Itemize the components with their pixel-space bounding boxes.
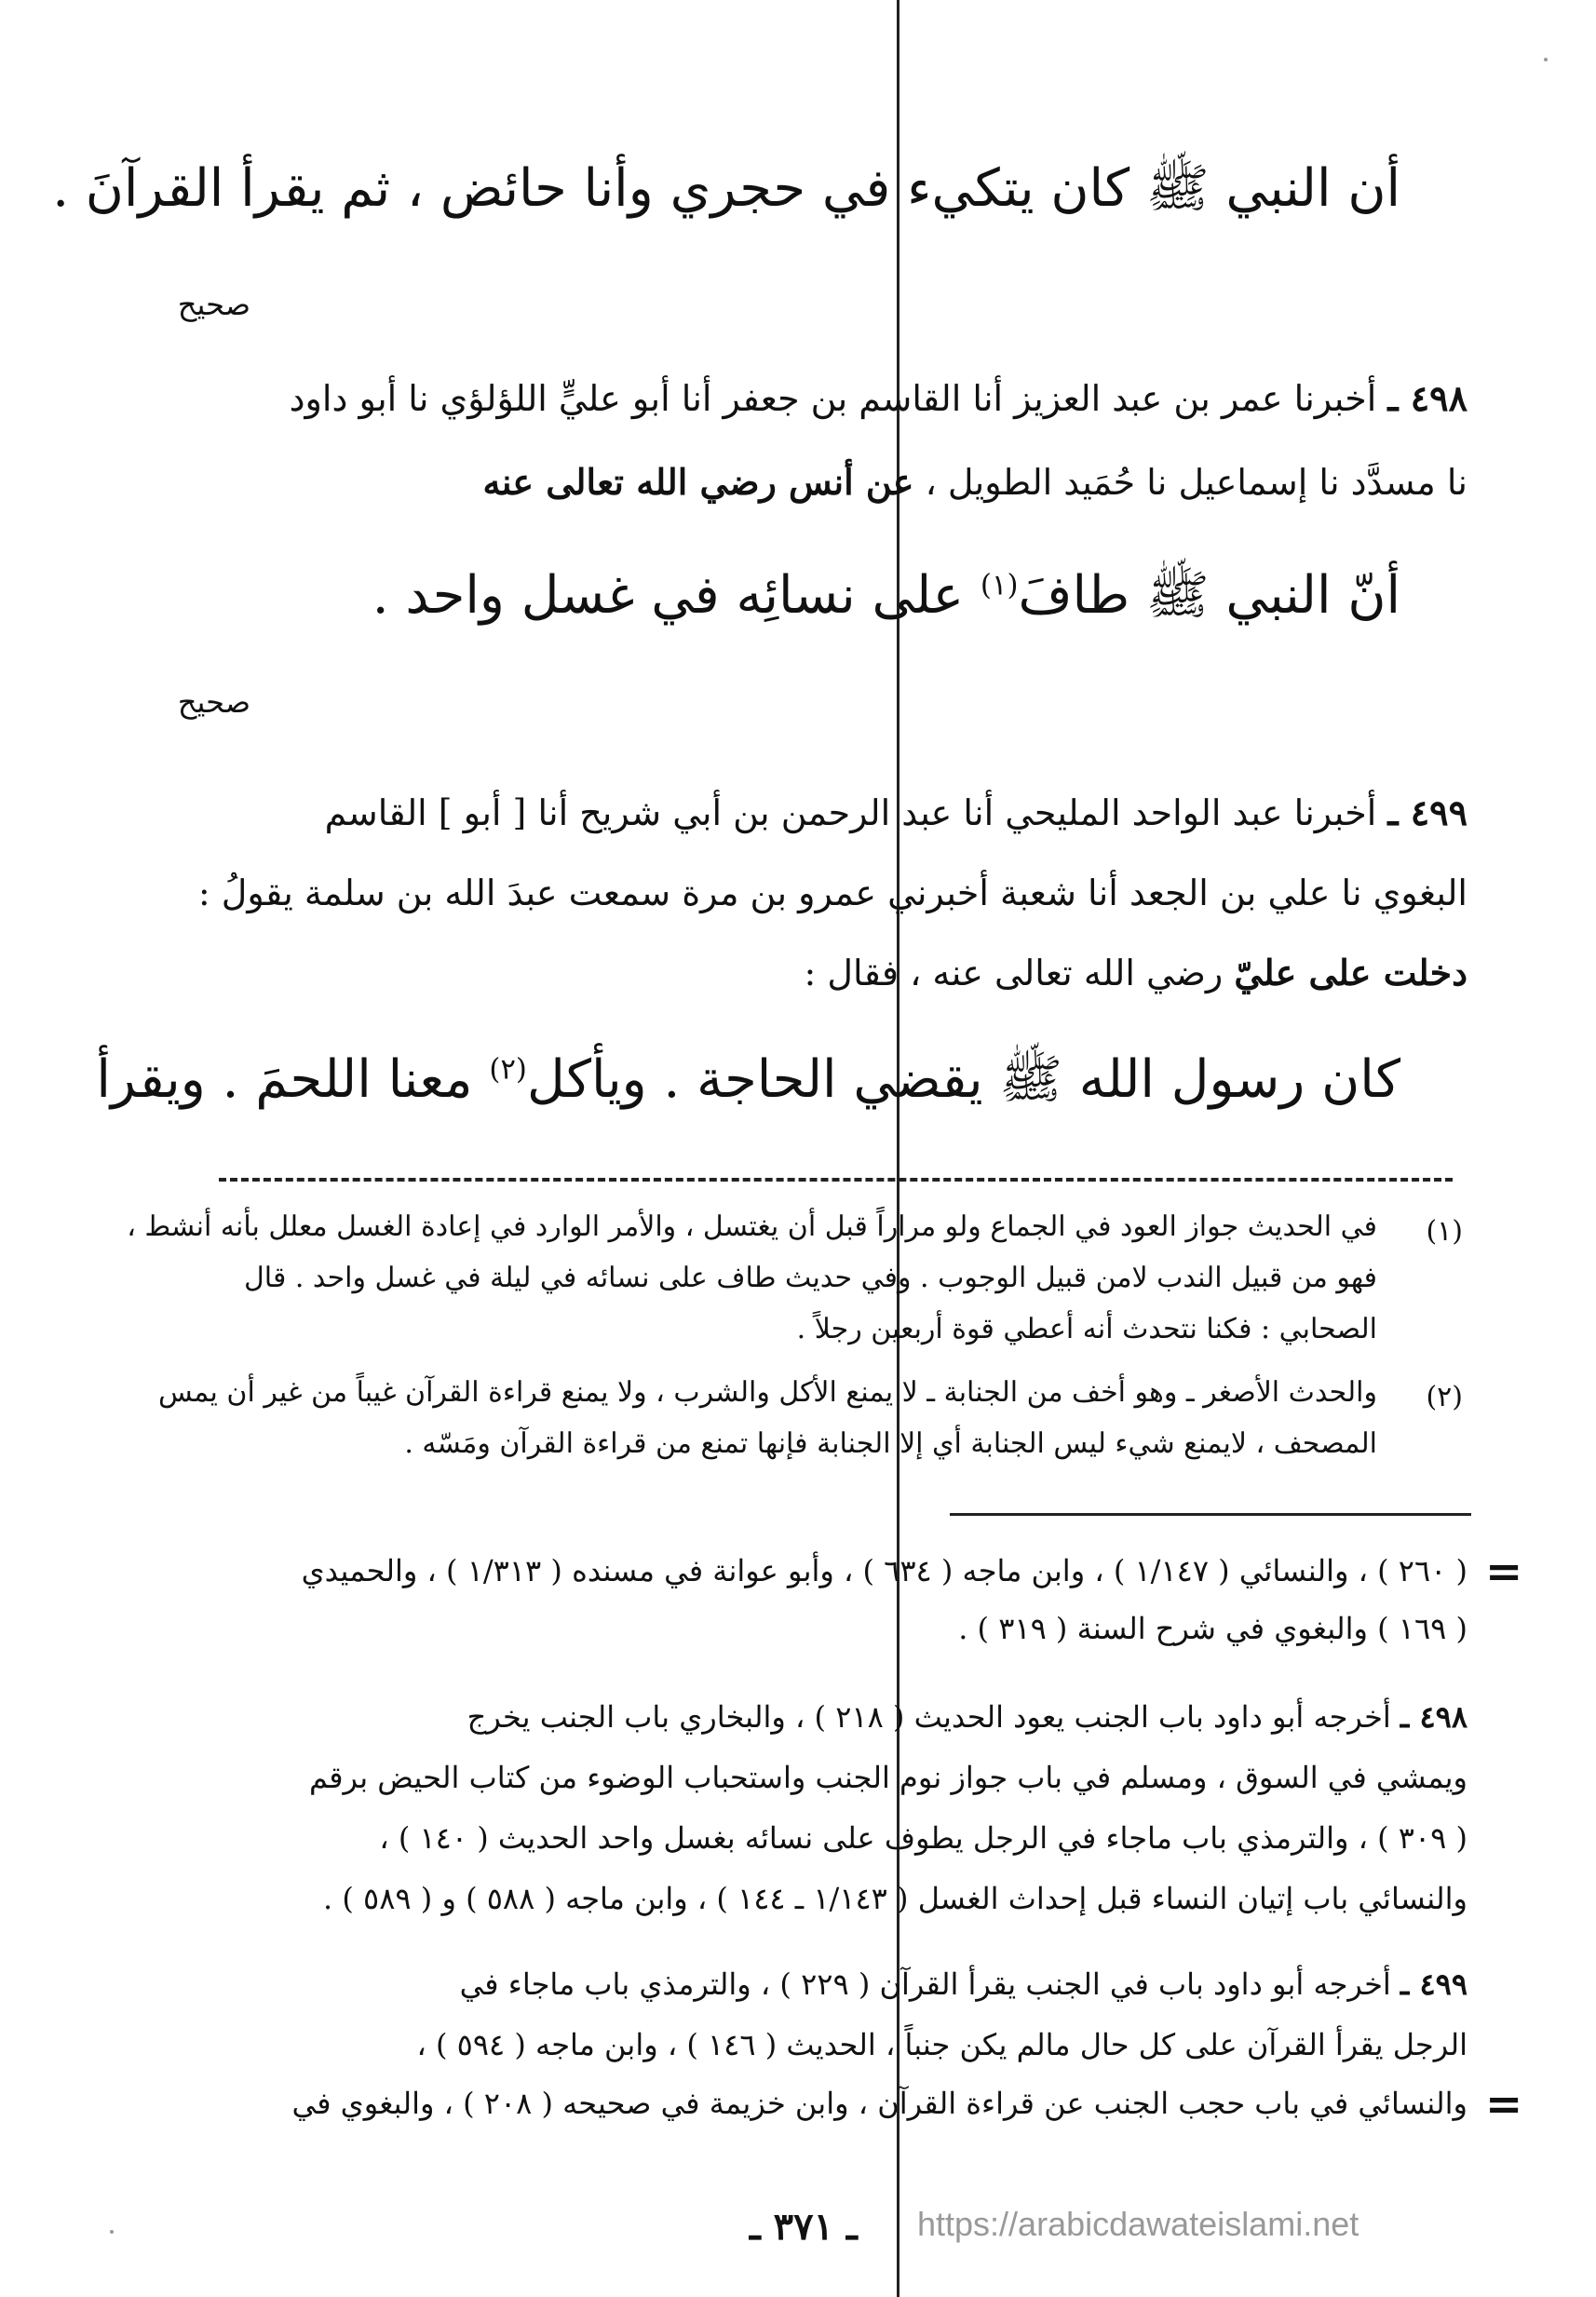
takhrij-498-line1 <box>467 1699 1468 1735</box>
isnad-text: أخبرنا عبد الواحد المليحي أنا عبد الرحمن بن أبي شريح أنا [ أبو ] القاسم <box>324 792 1377 833</box>
takhrij-line: ( ٣٠٩ ) ، والترمذي باب ماجاء في الرجل يطوف على نسائه بغسل واحد الحديث ( ١٤٠ ) ، <box>379 1820 1468 1856</box>
matn-text: على نسائِه في غسل واحد . <box>372 565 965 626</box>
takhrij-line: والنسائي في باب حجب الجنب عن قراءة القرآن ، وابن خزيمة في صحيحه ( ٢٠٨ ) ، والبغوي في <box>291 2086 1468 2121</box>
footnote-line: المصحف ، لايمنع شيء ليس الجنابة أي إلا الجنابة فإنها تمنع من قراءة القرآن ومَسّه . <box>404 1427 1377 1460</box>
notes-separator <box>950 1513 1471 1516</box>
matn-text: أنّ النبي ﷺ طافَ <box>1018 565 1400 626</box>
hadith-499-isnad-line3 <box>805 952 1468 993</box>
takhrij-line: ( ١٦٩ ) والبغوي في شرح السنة ( ٣١٩ ) . <box>958 1611 1468 1646</box>
matn-text: معنا اللحمَ . ويقرأ <box>96 1049 473 1110</box>
takhrij-line: الرجل يقرأ القرآن على كل حال مالم يكن جنباً ، الحديث ( ١٤٦ ) ، وابن ماجه ( ٥٩٤ ) ، <box>416 2027 1468 2062</box>
narrator-companion: دخلت على عليّ <box>1234 952 1468 993</box>
hadith-499-isnad-line2: البغوي نا علي بن الجعد أنا شعبة أخبرني عمرو بن مرة سمعت عبدَ الله بن سلمة يقولُ : <box>197 872 1468 913</box>
takhrij-text: أخرجه أبو داود باب الجنب يعود الحديث ( ٢١٨ ) ، والبخاري باب الجنب يخرج <box>467 1699 1391 1735</box>
takhrij-text: أخرجه أبو داود باب في الجنب يقرأ القرآن ( ٢٢٩ ) ، والترمذي باب ماجاء في <box>459 1966 1391 2002</box>
scan-speck <box>110 2230 114 2234</box>
grade-label: صحيح <box>177 684 250 720</box>
footnote-line: الصحابي : فكنا نتحدث أنه أعطي قوة أربعين رجلاً . <box>796 1313 1377 1345</box>
hadith-499-matn <box>96 1047 1400 1123</box>
hadith-499-isnad-line1 <box>325 791 1468 833</box>
hadith-number: ٤٩٩ ـ <box>1387 791 1468 833</box>
continuation-mark: = <box>1485 1546 1523 1598</box>
matn-line: أن النبي ﷺ كان يتكيء في حجري وأنا حائض ، ثم يقرأ القرآنَ . <box>52 158 1400 219</box>
narrator-companion: عن أنس رضي الله تعالى عنه <box>482 461 914 503</box>
continuation-mark: = <box>1485 2078 1523 2130</box>
hadith-number: ٤٩٩ ـ <box>1400 1966 1468 2002</box>
footnote-ref: (١) <box>980 568 1019 602</box>
hadith-498-matn <box>372 563 1400 639</box>
watermark-url: https://arabicdawateislami.net <box>917 2205 1359 2243</box>
takhrij-499-line1 <box>460 1966 1468 2002</box>
hadith-498-isnad-line1 <box>127 377 1468 419</box>
footnote-line: والحدث الأصغر ـ وهو أخف من الجنابة ـ لا يمنع الأكل والشرب ، ولا يمنع قراءة القرآن غيباً من غير أن يمس <box>157 1376 1377 1409</box>
footnote-ref: (٢) <box>489 1052 527 1087</box>
grade-label: صحيح <box>177 287 250 322</box>
hadith-498-isnad-line2 <box>483 461 1468 503</box>
takhrij-line: ( ٢٦٠ ) ، والنسائي ( ١/١٤٧ ) ، وابن ماجه ( ٦٣٤ ) ، وأبو عوانة في مسنده ( ١/٣١٣ ) ، والحميدي <box>301 1553 1468 1588</box>
takhrij-line: والنسائي باب إتيان النساء قبل إحداث الغسل ( ١/١٤٣ ـ ١٤٤ ) ، وابن ماجه ( ٥٨٨ ) و ( ٥٨٩ ) . <box>323 1881 1468 1916</box>
footnote-line: في الحديث جواز العود في الجماع ولو مراراً قبل أن يغتسل ، والأمر الوارد في إعادة الغسل معلل بأنه أنشط ، <box>127 1210 1377 1243</box>
isnad-text: رضي الله تعالى عنه ، فقال : <box>804 953 1224 993</box>
footnote-number: (١) <box>1426 1215 1463 1248</box>
footnote-line: فهو من قبيل الندب لامن قبيل الوجوب . وفي حديث طاف على نسائه في ليلة في غسل واحد . قال <box>244 1262 1377 1294</box>
scan-fold-line <box>897 0 899 2297</box>
footnote-separator <box>219 1178 1453 1182</box>
scan-speck <box>1544 58 1548 61</box>
page-number: ـ ٣٧١ ـ <box>750 2205 858 2249</box>
hadith-number: ٤٩٨ ـ <box>1387 377 1468 419</box>
footnote-number: (٢) <box>1426 1381 1463 1413</box>
isnad-text: نا مسدَّد نا إسماعيل نا حُمَيد الطويل ، <box>925 462 1468 503</box>
takhrij-line: ويمشي في السوق ، ومسلم في باب جواز نوم الجنب واستحباب الوضوء من كتاب الحيض برقم <box>308 1760 1468 1795</box>
hadith-number: ٤٩٨ ـ <box>1400 1699 1468 1735</box>
matn-text: كان رسول الله ﷺ يقضي الحاجة . ويأكل <box>526 1049 1400 1110</box>
isnad-text: أخبرنا عمر بن عبد العزيز أنا القاسم بن جعفر أنا أبو عليٍّ اللؤلؤي نا أبو داود <box>289 378 1377 419</box>
